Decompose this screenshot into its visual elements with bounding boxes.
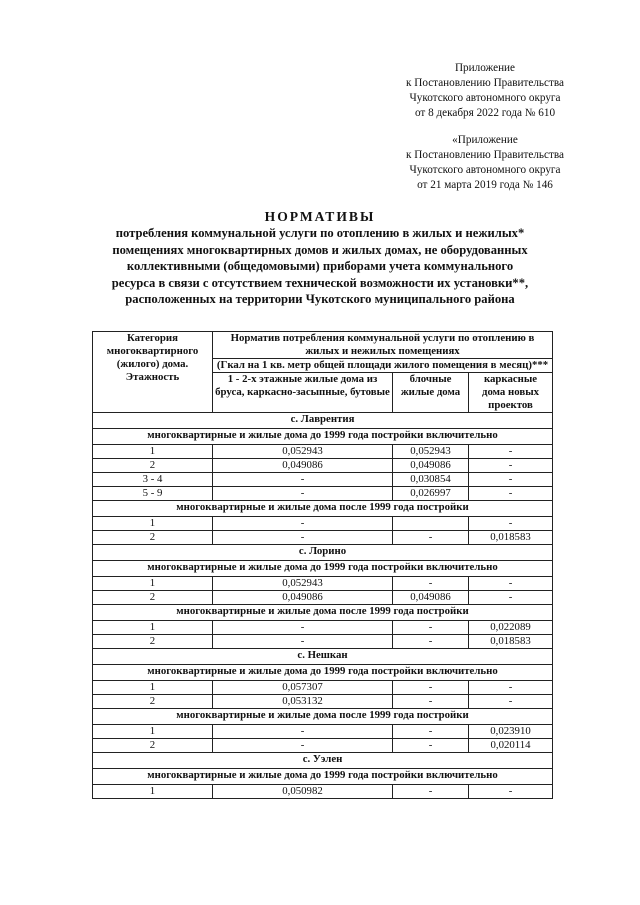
floors-cell: 1 — [93, 577, 213, 591]
floors-cell: 2 — [93, 459, 213, 473]
column-header: каркасные дома новых проектов — [469, 373, 553, 413]
title-line: ресурса в связи с отсутствием технической возможности их установки**, — [111, 275, 529, 290]
group-label: многоквартирные и жилые дома после 1999 года постройки — [93, 605, 553, 621]
value-cell: 0,049086 — [393, 459, 469, 473]
table-row — [93, 635, 553, 649]
value-cell: - — [469, 445, 553, 459]
group-label: многоквартирные и жилые дома после 1999 года постройки — [93, 501, 553, 517]
title-main: НОРМАТИВЫ — [264, 209, 376, 224]
appendix-line: Приложение — [454, 62, 516, 74]
value-cell: - — [469, 591, 553, 605]
group-label: многоквартирные и жилые дома после 1999 года постройки — [93, 709, 553, 725]
group-row — [93, 501, 553, 517]
value-cell: - — [393, 681, 469, 695]
table-row — [93, 681, 553, 695]
value-cell: - — [393, 695, 469, 709]
value-cell: 0,018583 — [469, 635, 553, 649]
group-row — [93, 429, 553, 445]
floors-cell: 1 — [93, 621, 213, 635]
floors-cell: 3 - 4 — [93, 473, 213, 487]
table-row — [93, 459, 553, 473]
value-cell: - — [213, 725, 393, 739]
floors-cell: 1 — [93, 785, 213, 799]
appendix-line: от 21 марта 2019 года № 146 — [417, 179, 553, 191]
group-row — [93, 709, 553, 725]
group-label: многоквартирные и жилые дома до 1999 года постройки включительно — [93, 665, 553, 681]
value-cell: - — [469, 517, 553, 531]
value-cell: - — [469, 577, 553, 591]
value-cell: 0,026997 — [393, 487, 469, 501]
value-cell: 0,020114 — [469, 739, 553, 753]
place-name: с. Нешкан — [93, 649, 553, 665]
appendix-line: Чукотского автономного округа — [409, 164, 561, 176]
appendix-line: Чукотского автономного округа — [409, 92, 561, 104]
table-row — [93, 785, 553, 799]
table-row — [93, 577, 553, 591]
value-cell: - — [213, 531, 393, 545]
value-cell: 0,049086 — [393, 591, 469, 605]
floors-cell: 2 — [93, 739, 213, 753]
appendix-current — [380, 61, 590, 121]
floors-cell: 1 — [93, 445, 213, 459]
value-cell: 0,030854 — [393, 473, 469, 487]
group-label: многоквартирные и жилые дома до 1999 года постройки включительно — [93, 561, 553, 577]
document-title — [90, 209, 550, 307]
header-category: Категория многоквартирного (жилого) дома. Этажность — [93, 332, 213, 413]
value-cell: - — [469, 695, 553, 709]
title-line: расположенных на территории Чукотского муниципального района — [125, 292, 515, 307]
floors-cell: 2 — [93, 695, 213, 709]
floors-cell: 1 — [93, 517, 213, 531]
value-cell: 0,052943 — [213, 577, 393, 591]
appendix-previous — [380, 133, 590, 193]
header-row — [93, 332, 553, 359]
value-cell: - — [469, 785, 553, 799]
value-cell: - — [393, 635, 469, 649]
title-line: помещениях многоквартирных домов и жилых домах, не оборудованных — [112, 242, 528, 257]
table-row — [93, 531, 553, 545]
value-cell: - — [393, 577, 469, 591]
table-row — [93, 621, 553, 635]
title-line: коллективными (общедомовыми) приборами учета коммунального — [126, 259, 514, 274]
value-cell — [393, 517, 469, 531]
place-row — [93, 413, 553, 429]
appendix-line: от 8 декабря 2022 года № 610 — [414, 107, 556, 119]
floors-cell: 1 — [93, 725, 213, 739]
place-row — [93, 753, 553, 769]
value-cell: 0,052943 — [393, 445, 469, 459]
value-cell: - — [469, 487, 553, 501]
value-cell: 0,057307 — [213, 681, 393, 695]
value-cell: - — [469, 681, 553, 695]
header-unit: (Гкал на 1 кв. метр общей площади жилого помещения в месяц)*** — [213, 359, 553, 373]
column-header: блочные жилые дома — [393, 373, 469, 413]
floors-cell: 2 — [93, 591, 213, 605]
place-name: с. Лорино — [93, 545, 553, 561]
table-row — [93, 487, 553, 501]
value-cell: - — [213, 487, 393, 501]
value-cell: 0,049086 — [213, 459, 393, 473]
place-name: с. Уэлен — [93, 753, 553, 769]
value-cell: - — [213, 517, 393, 531]
appendix-line: к Постановлению Правительства — [406, 77, 564, 89]
floors-cell: 2 — [93, 531, 213, 545]
table-row — [93, 695, 553, 709]
floors-cell: 2 — [93, 635, 213, 649]
norms-table — [92, 331, 553, 799]
value-cell: - — [393, 531, 469, 545]
value-cell: - — [393, 621, 469, 635]
place-row — [93, 545, 553, 561]
table-row — [93, 725, 553, 739]
value-cell: 0,053132 — [213, 695, 393, 709]
table-row — [93, 445, 553, 459]
column-header: 1 - 2-х этажные жилые дома из бруса, каркасно-засыпные, бутовые — [213, 373, 393, 413]
value-cell: 0,022089 — [469, 621, 553, 635]
floors-cell: 1 — [93, 681, 213, 695]
group-row — [93, 665, 553, 681]
place-row — [93, 649, 553, 665]
table-row — [93, 473, 553, 487]
header-norm: Норматив потребления коммунальной услуги по отоплению в жилых и нежилых помещениях — [213, 332, 553, 359]
table-row — [93, 517, 553, 531]
group-label: многоквартирные и жилые дома до 1999 года постройки включительно — [93, 429, 553, 445]
table-row — [93, 739, 553, 753]
title-line: потребления коммунальной услуги по отоплению в жилых и нежилых* — [115, 226, 525, 241]
value-cell: - — [213, 473, 393, 487]
value-cell: 0,023910 — [469, 725, 553, 739]
group-row — [93, 769, 553, 785]
group-row — [93, 605, 553, 621]
value-cell: - — [393, 739, 469, 753]
group-label: многоквартирные и жилые дома до 1999 года постройки включительно — [93, 769, 553, 785]
value-cell: - — [469, 473, 553, 487]
appendix-line: «Приложение — [452, 134, 518, 146]
value-cell: - — [213, 635, 393, 649]
value-cell: - — [393, 785, 469, 799]
value-cell: - — [469, 459, 553, 473]
value-cell: - — [393, 725, 469, 739]
value-cell: 0,050982 — [213, 785, 393, 799]
value-cell: - — [213, 621, 393, 635]
appendix-line: к Постановлению Правительства — [406, 149, 564, 161]
value-cell: 0,049086 — [213, 591, 393, 605]
floors-cell: 5 - 9 — [93, 487, 213, 501]
value-cell: 0,052943 — [213, 445, 393, 459]
group-row — [93, 561, 553, 577]
value-cell: - — [213, 739, 393, 753]
table-row — [93, 591, 553, 605]
place-name: с. Лаврентия — [93, 413, 553, 429]
value-cell: 0,018583 — [469, 531, 553, 545]
